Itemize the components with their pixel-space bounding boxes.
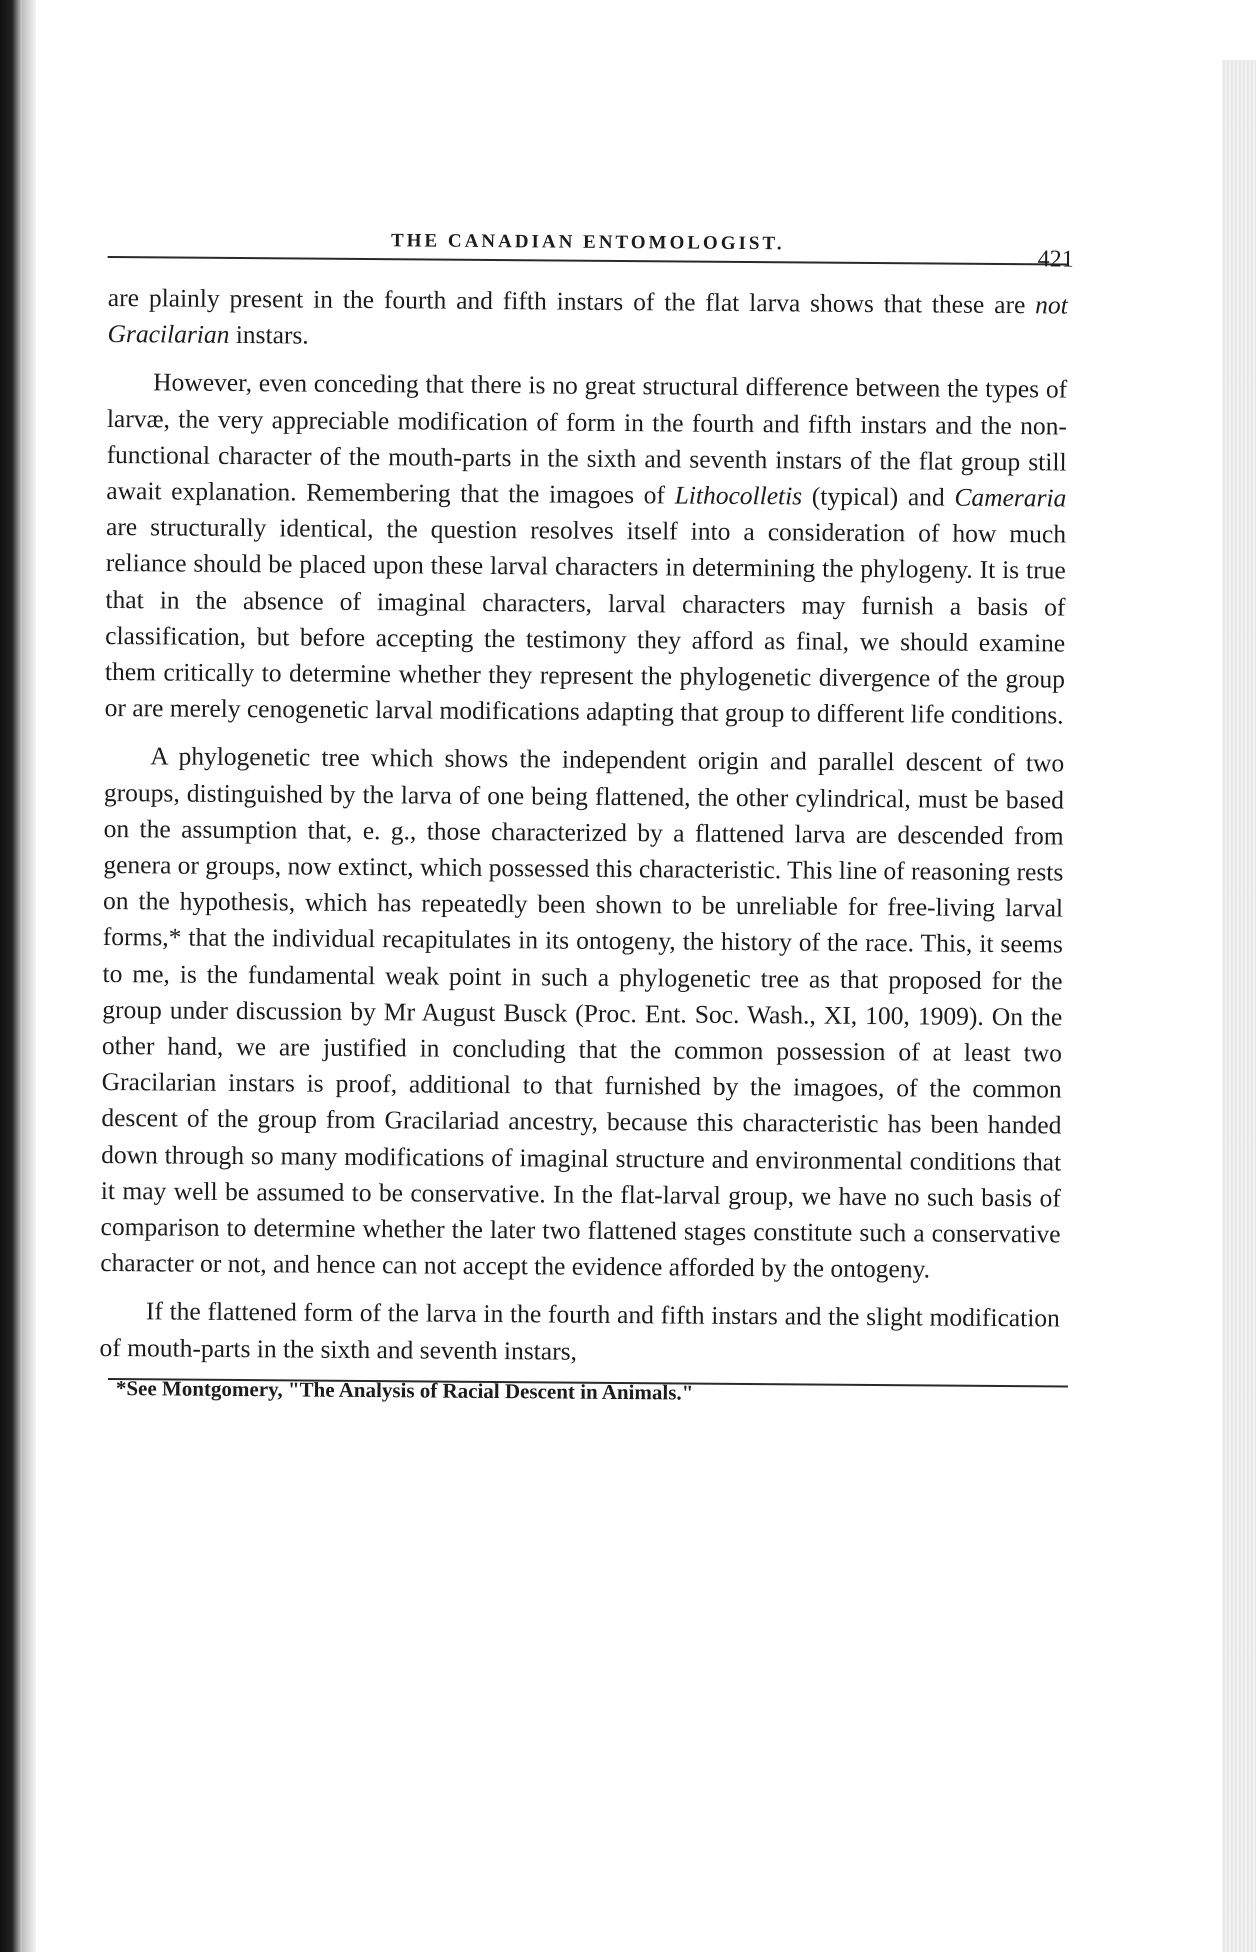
running-header: [108, 210, 1074, 273]
book-spine-shadow: [0, 0, 22, 1952]
paragraph: [100, 738, 1064, 1289]
text-run: If the flattened form of the larva in the fourth and fifth instars and the slight modification of mouth-parts in the sixth and seventh instars,: [99, 1296, 1060, 1366]
paragraph: [99, 1293, 1060, 1373]
body-text: [99, 280, 1067, 1373]
italic-run: not Gracilarian: [107, 290, 1068, 350]
document-page: [99, 210, 1074, 1405]
italic-run: Lithocolletis: [674, 480, 803, 511]
italic-run: Cameraria: [954, 482, 1067, 513]
page-edges: [1222, 60, 1256, 1952]
text-run: are structurally identical, the question resolves itself into a consideration of how much reliance should be placed upon these larval characters in determining the phylogeny. It is true that in the absence of imaginal characters, larval characters may furnish a basis of classification, but before accepting the testimony they afford as final, we should examine them critically to determine whether they represent the phylogenetic divergence of the group or are merely cenogenetic larval modifications adapting that group to different life conditions.: [104, 512, 1067, 730]
text-run: However, even conceding that there is no great structural difference between the types of larvæ, the very appreciable modification of form in the fourth and fifth instars and the non-functional character of the mouth-parts in the sixth and seventh instars of the flat group still await explanation. Remembering that the imagoes of: [106, 367, 1068, 510]
text-run: instars.: [229, 320, 309, 350]
text-run: are plainly present in the fourth and fifth instars of the flat larva shows that these are: [107, 282, 1036, 320]
paragraph: [104, 364, 1067, 734]
running-title: THE CANADIAN ENTOMOLOGIST.: [390, 230, 785, 255]
page-number: 421: [1037, 246, 1074, 273]
text-run: (typical) and: [802, 481, 955, 512]
book-gutter: [22, 0, 36, 1952]
text-run: A phylogenetic tree which shows the independent origin and parallel descent of two groups, distinguished by the larva of one being flattened, the other cylindrical, must be based on the assumption that, e. g., those characterized by a flattened larva are descended from genera or groups, now extinct, which possessed this characteristic. This line of reasoning rests on the hypothesis, which has repeatedly been shown to be unreliable for free-living larval forms,* that the individual recapitulates in its ontogeny, the history of the race. This, it seems to me, is the fundamental weak point in such a phylogenetic tree as that proposed for the group under discussion by Mr August Busck (Proc. Ent. Soc. Wash., XI, 100, 1909). On the other hand, we are justified in concluding that the common possession of at least two Gracilarian instars is proof, additional to that furnished by the imagoes, of the common descent of the group from Gracilariad ancestry, because this characteristic has been handed down through so many modifications of imaginal structure and environmental conditions that it may well be assumed to be conservative. In the flat-larval group, we have no such basis of comparison to determine whether the later two flattened stages constitute such a conservative character or not, and hence can not accept the evidence afforded by the ontogeny.: [100, 741, 1065, 1284]
paragraph: [107, 280, 1068, 360]
footnote: *See Montgomery, "The Analysis of Racial Descent in Animals.": [115, 1375, 694, 1405]
